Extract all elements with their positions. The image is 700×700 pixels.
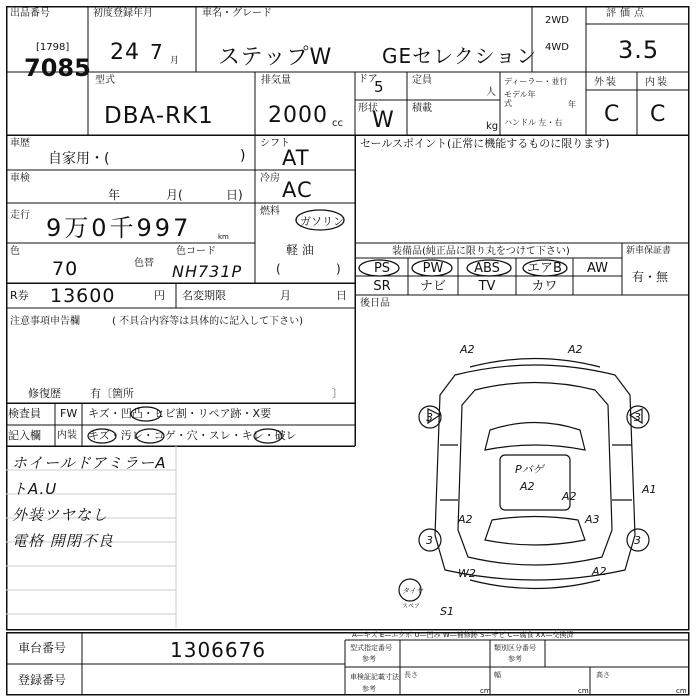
height-label: 高さ bbox=[596, 671, 610, 679]
class-designation-label: 類別区分番号 bbox=[494, 644, 536, 652]
first-reg-month: 7 bbox=[150, 40, 164, 64]
ac-label: 冷房 bbox=[260, 173, 280, 184]
mark-left-a2: A2 bbox=[458, 513, 473, 526]
shift-label: シフト bbox=[260, 138, 290, 149]
history-label: 車歴 bbox=[10, 138, 30, 149]
mark-right-a3: A3 bbox=[585, 513, 600, 526]
model-label: 型式 bbox=[95, 75, 115, 86]
equip-circle-marks bbox=[355, 258, 622, 278]
inspector-label-top: 検査員 bbox=[8, 407, 41, 420]
repair-value: 有〔箇所 bbox=[90, 387, 134, 400]
equip-pw: PW bbox=[422, 261, 444, 276]
r-label: R券 bbox=[10, 289, 29, 302]
fw-items: キズ・凹凸・ヒビ割・リペア跡・X要 bbox=[88, 407, 272, 420]
length-label: 長さ bbox=[404, 671, 418, 679]
doors-label: ドア bbox=[358, 74, 378, 85]
color-value: 70 bbox=[52, 258, 79, 280]
equip-navi: ナビ bbox=[419, 279, 446, 294]
equip-aw: AW bbox=[586, 261, 609, 276]
month-unit: 月 bbox=[170, 56, 180, 66]
equip-leather: カワ bbox=[531, 279, 558, 294]
shape: W bbox=[372, 108, 395, 133]
model-year-label: モデル年式 bbox=[504, 90, 536, 108]
color-label: 色 bbox=[10, 246, 20, 257]
drive-4wd: 4WD bbox=[545, 42, 569, 53]
notes-label: 注意事項申告欄 bbox=[10, 316, 80, 327]
mark-rear-right: A2 bbox=[592, 565, 607, 578]
width-unit: cm bbox=[578, 687, 589, 695]
first-reg-label: 初度登録年月 bbox=[93, 8, 153, 19]
name-change-label: 名変期限 bbox=[182, 289, 226, 302]
int-label: 内装 bbox=[57, 430, 77, 441]
fuel-other-open: ( bbox=[276, 262, 281, 276]
inspection-month: 月( bbox=[166, 188, 183, 202]
color-change-label: 色替 bbox=[134, 258, 154, 269]
mileage-label: 走行 bbox=[10, 210, 30, 221]
type-designation-label: 型式指定番号 bbox=[350, 644, 392, 652]
cert-label: 車検証記載寸法 bbox=[350, 673, 399, 681]
interior-grade: C bbox=[650, 102, 667, 127]
person-unit: 人 bbox=[486, 87, 496, 98]
rear-label: 後日品 bbox=[360, 298, 390, 309]
mark-rear-w2: W2 bbox=[458, 567, 476, 580]
lot-code: [1798] bbox=[36, 42, 70, 53]
inspection-label: 車検 bbox=[10, 173, 30, 184]
km-unit: km bbox=[218, 233, 229, 241]
equip-airbag: エアB bbox=[527, 261, 562, 276]
yen-unit: 円 bbox=[154, 289, 165, 302]
kg-unit: kg bbox=[486, 121, 499, 132]
inspector-label-bottom: 記入欄 bbox=[8, 429, 41, 442]
equip-ps: PS bbox=[373, 261, 391, 276]
model: DBA-RK1 bbox=[104, 103, 214, 129]
mark-quarter-a2: A2 bbox=[562, 490, 577, 503]
chassis-value: 1306676 bbox=[170, 638, 267, 662]
shape-label: 形状 bbox=[358, 103, 378, 114]
width-label: 幅 bbox=[494, 671, 501, 679]
sales-label: セールスポイント(正常に機能するものに限ります) bbox=[360, 137, 610, 150]
int-items: キズ・汚レ・コゲ・穴・スレ・キレ・破レ bbox=[88, 429, 297, 442]
mark-tire-rr: 3 bbox=[634, 534, 641, 547]
inspection-day: 日) bbox=[226, 188, 243, 202]
grade: GEセレクション bbox=[382, 44, 538, 68]
repair-close: 〕 bbox=[332, 387, 343, 400]
height-unit: cm bbox=[676, 687, 687, 695]
doors: 5 bbox=[374, 78, 385, 96]
inspector-circle-marks bbox=[84, 404, 354, 446]
note-line-1: ホイールドアミラーA bbox=[12, 454, 167, 472]
history-value: 自家用・( bbox=[48, 151, 110, 167]
warranty-value: 有・無 bbox=[632, 270, 669, 284]
displacement-label: 排気量 bbox=[261, 75, 291, 86]
equip-abs: ABS bbox=[474, 261, 500, 276]
mark-front-right: A2 bbox=[568, 343, 583, 356]
mark-tire-fr: 3 bbox=[634, 411, 641, 424]
length-unit: cm bbox=[480, 687, 491, 695]
mark-rear-s1: S1 bbox=[440, 605, 454, 618]
mark-tire-rl: 3 bbox=[426, 534, 433, 547]
car-name: ステップW bbox=[218, 45, 333, 70]
equip-label: 装備品(純正品に限り丸をつけて下さい) bbox=[392, 246, 570, 257]
note-line-3: 外装ツヤなし bbox=[12, 506, 109, 524]
reg-label: 登録番号 bbox=[18, 673, 67, 687]
spare-label: スペア bbox=[402, 603, 421, 610]
mark-spare-tire: タイヤ bbox=[402, 587, 423, 595]
note-line-2: トA.U bbox=[12, 480, 58, 498]
equip-sr: SR bbox=[373, 279, 391, 294]
class-designation-ref: 参考 bbox=[508, 655, 522, 663]
chassis-label: 車台番号 bbox=[18, 641, 67, 655]
lot-label: 出品番号 bbox=[10, 8, 50, 19]
drive-2wd: 2WD bbox=[545, 15, 569, 26]
history-close: ) bbox=[240, 148, 246, 164]
lot-number: 7085 bbox=[24, 54, 91, 82]
fw-label: FW bbox=[60, 407, 78, 420]
mileage-value: 9万0千997 bbox=[46, 214, 192, 242]
year-unit: 年 bbox=[568, 100, 576, 109]
inspection-year: 年 bbox=[108, 188, 121, 202]
mark-roof-a2: A2 bbox=[520, 480, 535, 493]
displacement: 2000 bbox=[268, 103, 328, 128]
exterior-label: 外装 bbox=[594, 77, 618, 88]
cc-unit: cc bbox=[332, 118, 343, 129]
fuel-diesel: 軽 油 bbox=[286, 243, 314, 257]
mark-roof: Pバゲ bbox=[515, 463, 544, 476]
color-code: NH731P bbox=[172, 262, 243, 281]
equip-tv: TV bbox=[478, 279, 496, 294]
r-value: 13600 bbox=[50, 285, 116, 307]
handle-label: ハンドル 左・右 bbox=[504, 118, 563, 127]
notes-hint: ( 不具合内容等は具体的に記入して下さい) bbox=[112, 316, 303, 327]
repair-label: 修復歴 bbox=[28, 387, 61, 400]
car-diagram bbox=[380, 335, 690, 625]
dealer-label: ディーラー・並行 bbox=[504, 77, 568, 86]
type-designation-ref: 参考 bbox=[362, 655, 376, 663]
load-label: 積載 bbox=[412, 103, 432, 114]
first-reg-year: 24 bbox=[110, 40, 140, 65]
name-change-day: 日 bbox=[336, 289, 347, 302]
fuel-other-close: ) bbox=[336, 262, 341, 276]
warranty-label: 新車保証書 bbox=[626, 246, 672, 256]
ac-value: AC bbox=[282, 178, 313, 202]
mark-front-left: A2 bbox=[460, 343, 475, 356]
note-line-4: 電格 開閉不良 bbox=[12, 532, 114, 550]
mark-tire-fl: 3 bbox=[426, 411, 433, 424]
interior-label: 内装 bbox=[645, 77, 669, 88]
score: 3.5 bbox=[618, 36, 660, 64]
cert-ref: 参考 bbox=[362, 685, 376, 693]
fuel-gas: ガソリン bbox=[300, 215, 344, 228]
name-change-month: 月 bbox=[280, 289, 291, 302]
color-code-label: 色コード bbox=[176, 246, 216, 257]
exterior-grade: C bbox=[604, 102, 621, 127]
shift-value: AT bbox=[282, 146, 310, 170]
fuel-label: 燃料 bbox=[260, 206, 280, 217]
damage-legend: A—キズ E—エクボ U—凹み W—補修跡 S—サビ C—腐食 XX—交換済 bbox=[352, 631, 574, 639]
capacity-label: 定員 bbox=[412, 75, 432, 86]
car-name-label: 車名・グレード bbox=[202, 8, 272, 19]
mark-right-a1: A1 bbox=[642, 483, 657, 496]
score-label: 評価点 bbox=[606, 8, 648, 19]
